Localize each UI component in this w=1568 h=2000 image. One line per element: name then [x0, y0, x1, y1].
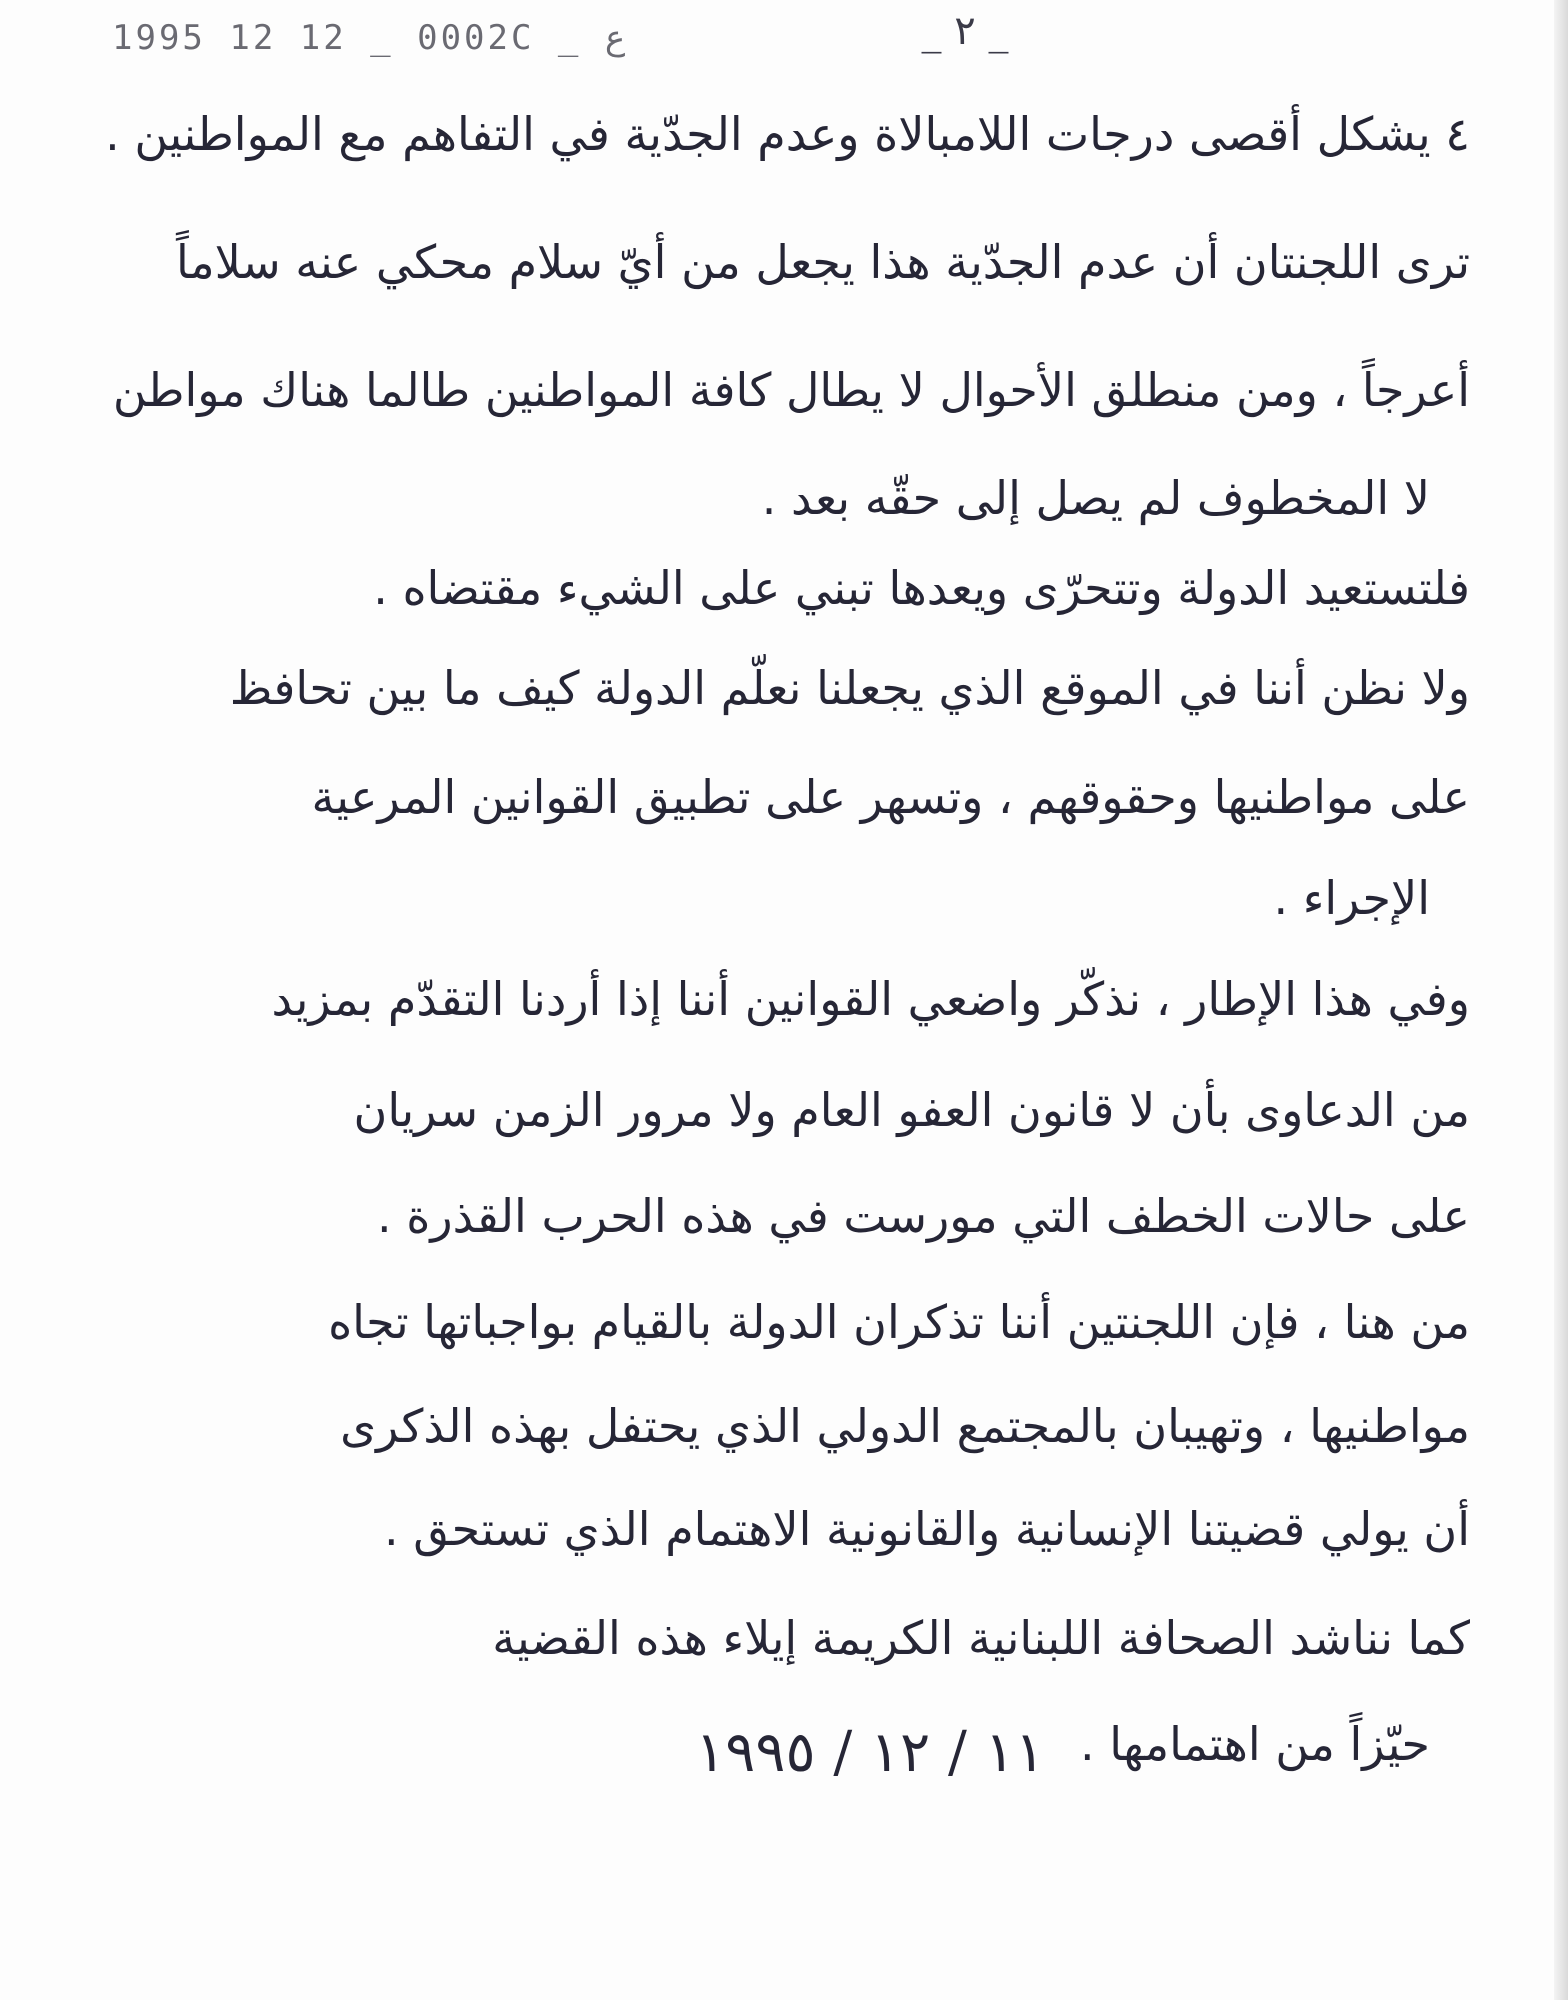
body-line: من الدعاوى بأن لا قانون العفو العام ولا مرور الزمن سريان — [353, 1083, 1470, 1137]
body-line: لا المخطوف لم يصل إلى حقّه بعد . — [761, 471, 1430, 525]
letter-body — [90, 70, 1470, 1796]
body-line: ولا نظن أننا في الموقع الذي يجعلنا نعلّم الدولة كيف ما بين تحافظ — [229, 661, 1470, 715]
body-line: أعرجاً ، ومن منطلق الأحوال لا يطال كافة المواطنين طالما هناك مواطن — [112, 363, 1470, 417]
body-line: حيّزاً من اهتمامها . — [1079, 1717, 1430, 1771]
body-line: من هنا ، فإن اللجنتين أننا تذكران الدولة بالقيام بواجباتها تجاه — [328, 1295, 1470, 1349]
body-line: كما نناشد الصحافة اللبنانية الكريمة إيلاء هذه القضية — [492, 1611, 1470, 1665]
letter-date: ١١ / ١٢ / ١٩٩٥ — [695, 1720, 1045, 1785]
body-line: ترى اللجنتان أن عدم الجدّية هذا يجعل من أيّ سلام محكي عنه سلاماً — [176, 235, 1470, 289]
paper-edge — [1554, 0, 1568, 2000]
page-number: _ ٢ _ — [921, 8, 1009, 54]
body-line: على مواطنيها وحقوقهم ، وتسهر على تطبيق القوانين المرعية — [311, 770, 1470, 824]
body-line: أن يولي قضيتنا الإنسانية والقانونية الاهتمام الذي تستحق . — [383, 1502, 1470, 1556]
body-line: فلتستعيد الدولة وتتحرّى ويعدها تبني على الشيء مقتضاه . — [373, 561, 1470, 615]
body-line: الإجراء . — [1273, 871, 1430, 925]
body-line: مواطنيها ، وتهيبان بالمجتمع الدولي الذي يحتفل بهذه الذكرى — [340, 1399, 1470, 1453]
body-line: وفي هذا الإطار ، نذكّر واضعي القوانين أننا إذا أردنا التقدّم بمزيد — [271, 972, 1470, 1026]
document-reference-number: 1995 12 12 _ 0002C _ ع — [112, 18, 626, 58]
body-line: ٤ يشكل أقصى درجات اللامبالاة وعدم الجدّية في التفاهم مع المواطنين . — [105, 107, 1470, 161]
body-line: على حالات الخطف التي مورست في هذه الحرب القذرة . — [377, 1189, 1470, 1243]
